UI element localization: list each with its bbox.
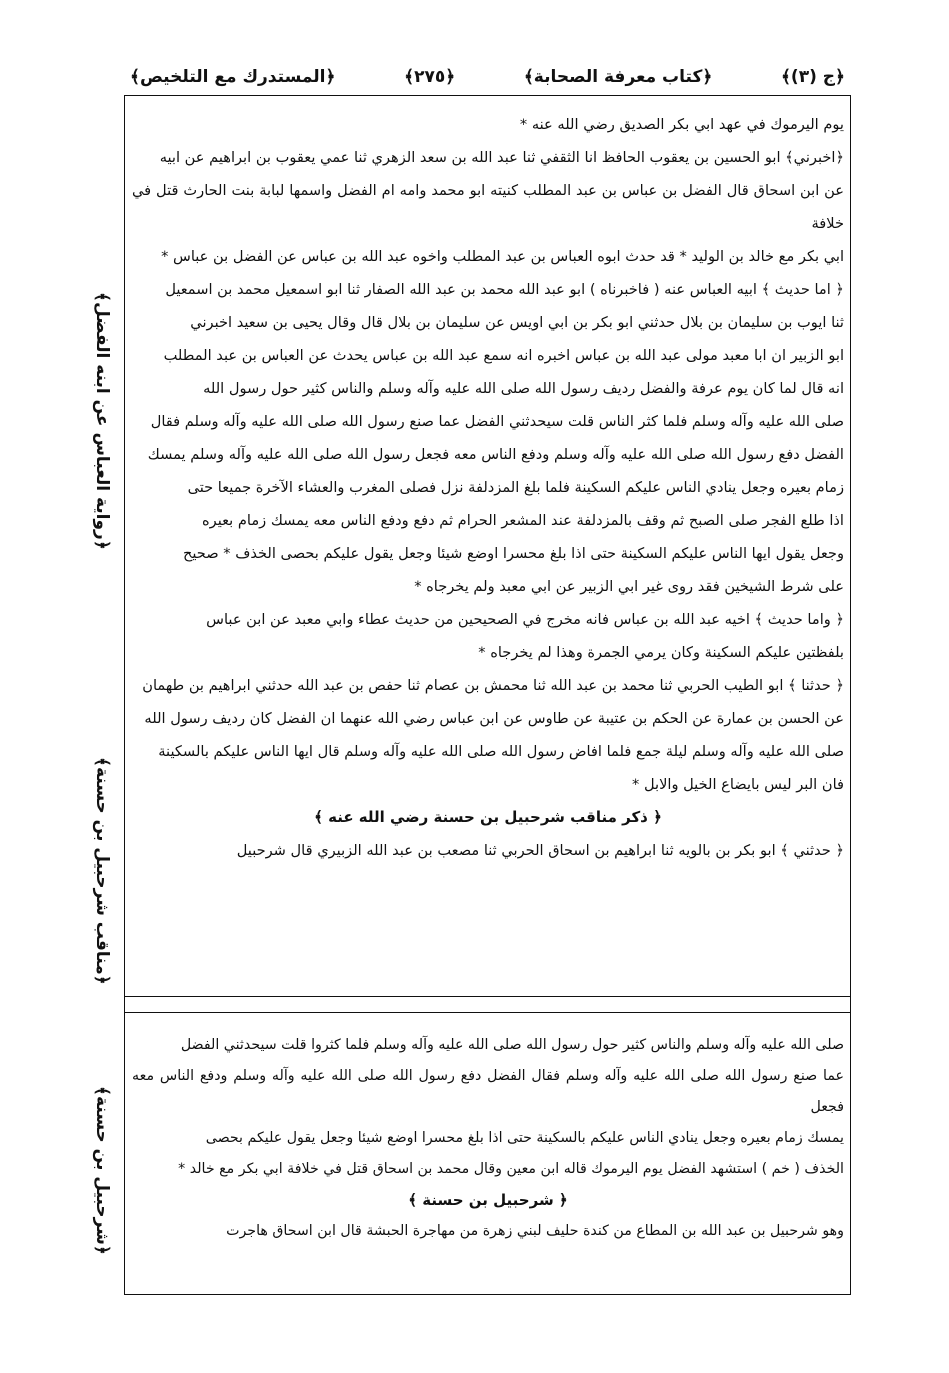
footnote-line: عما صنع رسول الله صلى الله عليه وآله وسلم فقال الفضل دفع رسول الله صلى الله عليه وآله وسلم ودفع الناس معه فجعل — [132, 1068, 844, 1115]
text-line: ابي بكر مع خالد بن الوليد * قد حدث ابوه العباس بن عبد المطلب واخوه عبد الله بن عباس عن الفضل بن عباس * — [161, 248, 844, 265]
text-line: يوم اليرموك في عهد ابي بكر الصديق رضي الله عنه * — [519, 116, 844, 133]
text-line: ابو الزبير ان ابا معبد مولى عبد الله بن عباس اخبره انه سمع عبد الله بن عباس يحدث عن العباس بن عبد المطلب — [163, 347, 844, 364]
text-line: ﴿اخبرني﴾ ابو الحسين بن يعقوب الحافظ انا الثقفي ثنا عبد الله بن سعد الزهري ثنا عمي يعقوب بن ابراهيم عن ابيه — [159, 149, 844, 166]
section-title: ﴿ ذكر مناقب شرحبيل بن حسنة رضي الله عنه ﴾ — [314, 808, 662, 826]
text-line: بلفظتين عليكم السكينة وكان يرمي الجمرة وهذا لم يخرجاه * — [478, 644, 844, 661]
text-line: اذا طلع الفجر صلى الصبح ثم وقف بالمزدلفة عند المشعر الحرام ثم دفع ودفع الناس معه يمسك زمام بعيره — [202, 512, 844, 529]
page-header — [130, 58, 845, 94]
page-number: ﴿٢٧٥﴾ — [404, 66, 456, 87]
text-line: وجعل يقول ايها الناس عليكم السكينة حتى اذا بلغ محسرا اوضع شيئا وجعل يقول عليكم بحصى الخذف * صحيح — [182, 545, 844, 562]
footnote-line: الخذف ( خم ) استشهد الفضل يوم اليرموك قاله ابن معين وقال محمد بن اسحاق قتل في خلافة ابي بكر مع خالد * — [178, 1161, 844, 1177]
divider-rule — [124, 996, 851, 997]
text-line: ﴿ واما حديث ﴾ اخيه عبد الله بن عباس فانه مخرج في الصحيحين من حديث عطاء وابي معبد عن ابن عباس — [206, 611, 844, 628]
footnote-section-title: ﴿ شرحبيل بن حسنة ﴾ — [408, 1191, 568, 1209]
footnote-line: يمسك زمام بعيره وجعل ينادي الناس عليكم بالسكينة حتى اذا بلغ محسرا اوضع شيئا وجعل يقول عليكم بحصى — [205, 1130, 844, 1146]
text-line: عن ابن اسحاق قال الفضل بن عباس بن عبد المطلب كنيته ابو محمد وامه ام الفضل واسمها لبابة بنت الحارث قتل في خلافة — [132, 182, 844, 232]
footnote-text — [132, 1030, 844, 1247]
text-line: ﴿ اما حديث ﴾ ابيه العباس عنه ( فاخبرناه ) ابو عبد الله محمد بن عبد الله الصفار ثنا ابو اسمعيل محمد بن اسمعيل — [165, 281, 844, 298]
footnote-line: وهو شرحبيل بن عبد الله بن المطاع من كندة حليف لبني زهرة من مهاجرة الحبشة قال ابن اسحاق هاجرت — [226, 1223, 844, 1239]
margin-note-1: ﴿رواية العباس عن ابنه الفضل﴾ — [92, 292, 112, 550]
divider-rule — [124, 1012, 851, 1013]
text-line: ﴿ حدثنا ﴾ ابو الطيب الحربي ثنا محمد بن عبد الله ثنا محمش بن عصام ثنا حفص بن عبد الله حدثني ابراهيم بن طهمان — [142, 677, 844, 694]
text-line: صلى الله عليه وآله وسلم فلما كثر الناس قلت سيحدثني الفضل عما صنع رسول الله صلى الله عليه وآله وسلم فقال — [150, 413, 844, 430]
margin-note-2: ﴿مناقب شرحبيل بن حسنة﴾ — [92, 757, 112, 985]
text-line: على شرط الشيخين فقد روى غير ابي الزبير عن ابي معبد ولم يخرجاه * — [414, 578, 844, 595]
main-text — [132, 108, 844, 867]
text-line: ﴿ حدثني ﴾ ابو بكر بن بالويه ثنا ابراهيم بن اسحاق الحربي ثنا مصعب بن عبد الله الزبيري قال شرحبيل — [236, 842, 844, 859]
text-line: فان البر ليس بايضاع الخيل والابل * — [632, 776, 844, 793]
text-line: ثنا ايوب بن سليمان بن بلال حدثني ابو بكر بن ابي اويس عن سليمان بن بلال قال وقال يحيى بن سعيد اخبرني — [190, 314, 844, 331]
text-line: الفضل دفع رسول الله صلى الله عليه وآله وسلم ودفع الناس معه فجعل رسول الله صلى الله عليه وآله وسلم يمسك — [147, 446, 844, 463]
running-title: ﴿المستدرك مع التلخيص﴾ — [130, 66, 336, 87]
text-line: زمام بعيره وجعل ينادي الناس عليكم السكينة فلما بلغ المزدلفة نزل فصلى المغرب والعشاء الآخرة جميعا حتى — [187, 479, 844, 496]
text-line: صلى الله عليه وآله وسلم ليلة جمع فلما افاض رسول الله صلى الله عليه وآله وسلم قال ايها الناس عليكم بالسكينة — [158, 743, 844, 760]
text-line: عن الحسن بن عمارة عن الحكم بن عتيبة عن طاوس عن ابن عباس رضي الله عنهما ان الفضل كان رديف رسول الله — [144, 710, 844, 727]
margin-note-3: ﴿شرحبيل بن حسنة﴾ — [92, 1086, 112, 1255]
book-title: ﴿كتاب معرفة الصحابة﴾ — [523, 66, 713, 87]
text-line: انه قال لما كان يوم عرفة والفضل رديف رسول الله صلى الله عليه وآله وسلم والناس كثير حول رسول الله — [203, 380, 844, 397]
footnote-line: صلى الله عليه وآله وسلم والناس كثير حول رسول الله صلى الله عليه وآله وسلم فلما كثروا قلت سيحدثني الفضل — [180, 1037, 844, 1053]
volume-number: ﴿ج (٣)﴾ — [780, 66, 845, 87]
